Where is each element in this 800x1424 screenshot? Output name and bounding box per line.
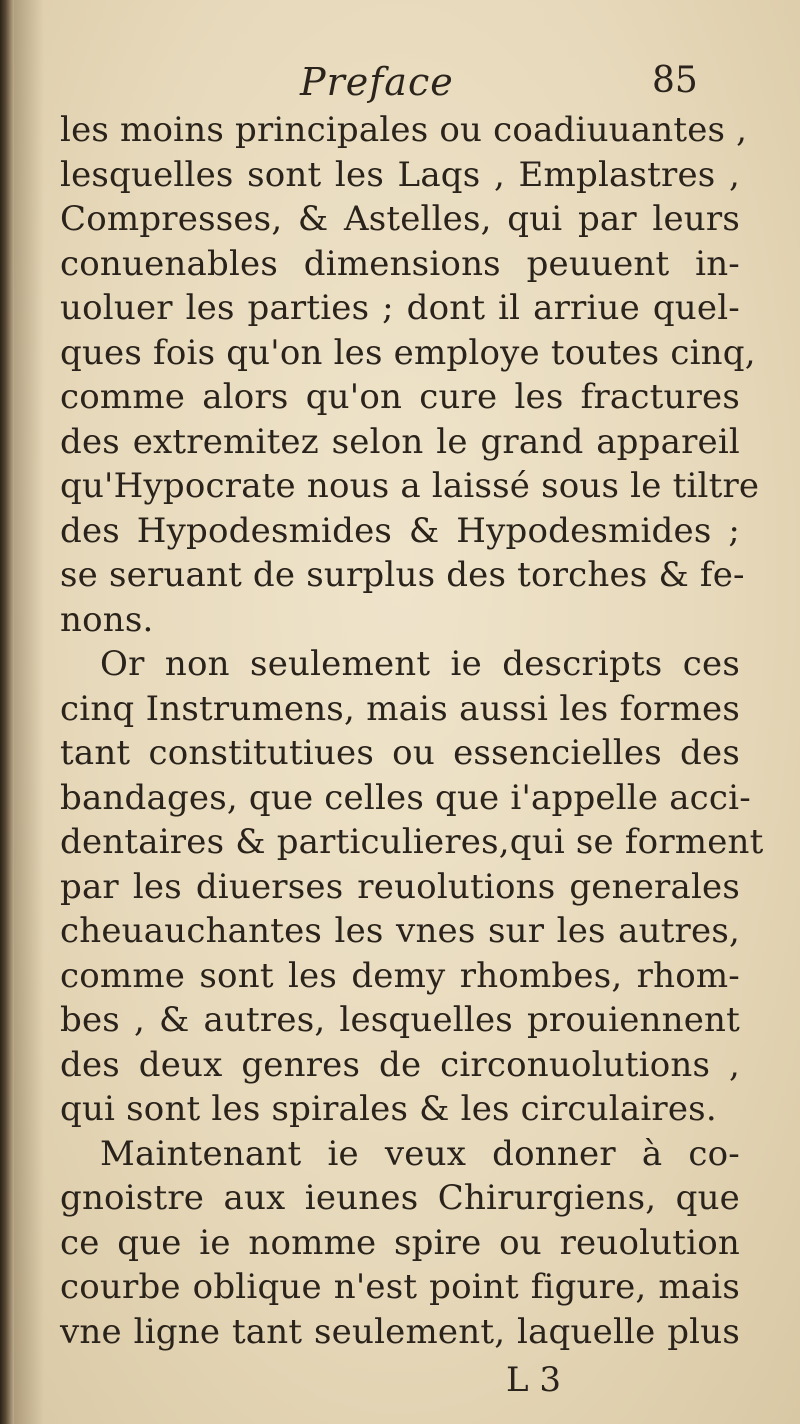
text-line: qui sont les spirales & les circulaires.	[60, 1089, 717, 1129]
gutter-shadow	[14, 0, 44, 1424]
text-line: gnoistre aux ieunes Chirurgiens, que	[60, 1178, 740, 1218]
book-gutter	[0, 0, 14, 1424]
text-line: tant constitutiues ou essencielles des	[60, 733, 740, 773]
text-line: vne ligne tant seulement, laquelle plus	[60, 1311, 740, 1352]
text-line: uoluer les parties ; dont il arriue quel-	[60, 288, 740, 328]
text-line: les moins principales ou coadiuuantes ,	[60, 110, 748, 150]
text-line: Or non seulement ie descripts ces	[100, 644, 740, 684]
text-line: ce que ie nomme spire ou reuolution	[60, 1222, 740, 1263]
body-text	[60, 108, 764, 1354]
text-line: des Hypodesmides & Hypodesmides ;	[60, 510, 740, 551]
text-line: par les diuerses reuolutions generales	[60, 866, 740, 907]
text-line: Maintenant ie veux donner à co-	[100, 1133, 740, 1174]
text-line: des deux genres de circonuolutions ,	[60, 1044, 740, 1085]
text-line: lesquelles sont les Laqs , Emplastres ,	[60, 154, 740, 195]
text-line: dentaires & particulieres,qui se forment	[60, 822, 764, 862]
text-line: conuenables dimensions peuuent in-	[60, 243, 740, 284]
text-line: comme alors qu'on cure les fractures	[60, 377, 740, 417]
text-line: Compresses, & Astelles, qui par leurs	[60, 199, 740, 239]
text-line: cheuauchantes les vnes sur les autres,	[60, 911, 740, 951]
text-line: cinq Instrumens, mais aussi les formes	[60, 688, 740, 729]
text-line: ques fois qu'on les employe toutes cinq,	[60, 332, 756, 373]
text-line: courbe oblique n'est point figure, mais	[60, 1267, 740, 1307]
text-line: bandages, que celles que i'appelle acci-	[60, 777, 751, 818]
text-line: nons.	[60, 599, 154, 640]
page-number: 85	[652, 60, 698, 101]
page-header	[0, 60, 800, 110]
text-line: se seruant de surplus des torches & fe-	[60, 555, 745, 595]
text-line: des extremitez selon le grand appareil	[60, 421, 740, 462]
running-title: Preface	[300, 60, 454, 104]
text-line: qu'Hypocrate nous a laissé sous le tiltre	[60, 466, 760, 506]
text-line: comme sont les demy rhombes, rhom-	[60, 955, 740, 996]
signature-mark: L 3	[506, 1360, 562, 1400]
text-line: bes , & autres, lesquelles prouiennent	[60, 1000, 740, 1040]
